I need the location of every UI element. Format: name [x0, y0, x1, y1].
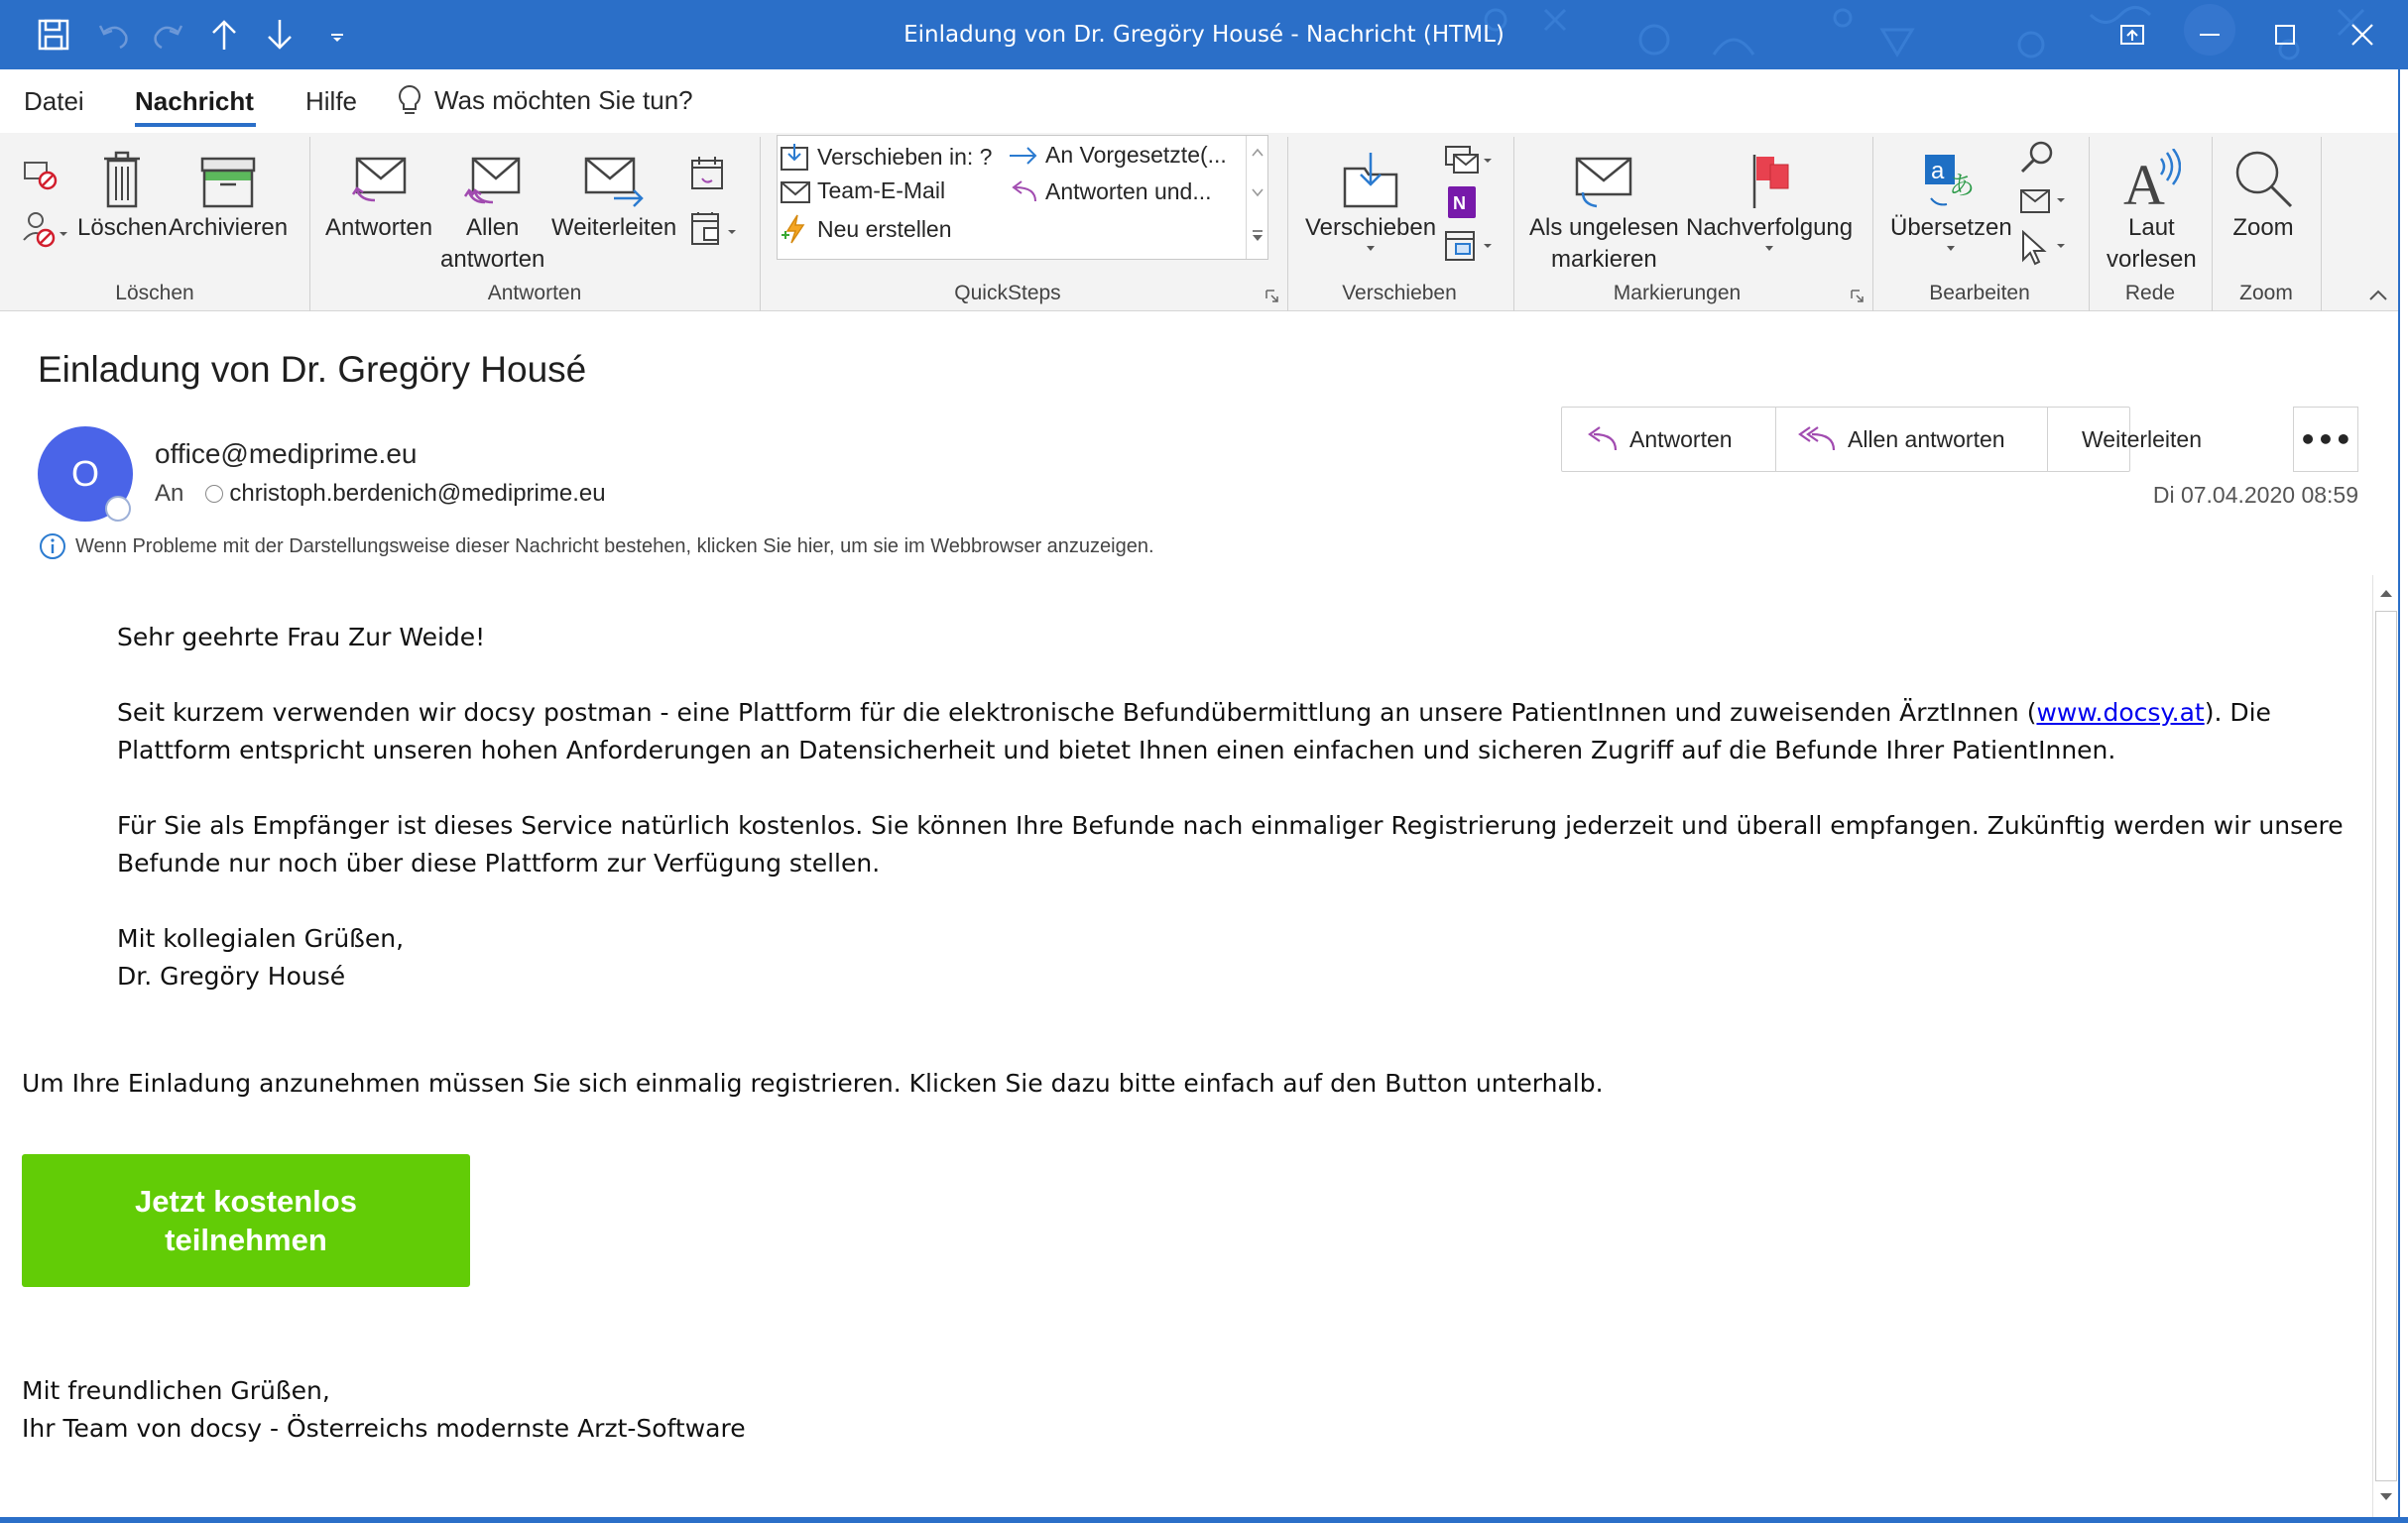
- ribbon-display-options-icon[interactable]: [2095, 0, 2170, 69]
- tab-datei[interactable]: Datei: [24, 86, 84, 116]
- paragraph-2-line-1: Für Sie als Empfänger ist dieses Service natürlich kostenlos. Sie können Ihre Befunde nach einmaliger Registrierung jederzeit und überall empfangen. Zukünftig werden wir unsere: [117, 811, 2344, 840]
- read-aloud-button[interactable]: [2107, 141, 2197, 276]
- window-border-bottom: [0, 1517, 2408, 1523]
- mark-unread-label-2: markieren: [1551, 246, 1657, 273]
- translate-button[interactable]: [1890, 141, 2012, 254]
- delete-button[interactable]: [77, 141, 168, 244]
- group-label-loeschen: Löschen: [115, 282, 194, 304]
- maximize-icon[interactable]: [2247, 0, 2323, 69]
- reply-all-label-2: antworten: [440, 246, 545, 273]
- ribbon-separator: [2321, 137, 2322, 311]
- closing-1: Mit kollegialen Grüßen,: [117, 924, 405, 953]
- rules-icon: [1444, 143, 1494, 178]
- team-email-icon: [780, 178, 811, 204]
- translate-label: Übersetzen: [1890, 214, 2012, 241]
- window-border: [2398, 69, 2408, 1523]
- quickstep-to-manager[interactable]: [1008, 142, 1227, 169]
- quickstep-new[interactable]: [780, 213, 952, 245]
- info-text: Wenn Probleme mit der Darstellungsweise dieser Nachricht bestehen, klicken Sie hier, um sie im Webbrowser anzuzeigen.: [75, 534, 1154, 557]
- lightbulb-icon: [397, 83, 422, 117]
- follow-up-label: Nachverfolgung: [1686, 214, 1854, 241]
- up-arrow-icon[interactable]: [194, 0, 254, 69]
- read-aloud-label-2: vorlesen: [2107, 246, 2197, 273]
- message-actions: [1561, 407, 2203, 472]
- dropdown-arrow-icon: [1365, 244, 1377, 254]
- join-now-label-1: Jetzt kostenlos: [135, 1184, 357, 1219]
- cursor-icon: [2017, 230, 2067, 266]
- ignore-button[interactable]: [22, 155, 60, 192]
- dropdown-arrow-icon: [1945, 244, 1957, 254]
- dialog-launcher-icon[interactable]: [1265, 290, 1279, 303]
- reply-icon: [349, 153, 409, 210]
- tab-nachricht[interactable]: Nachricht: [135, 86, 254, 116]
- reply-all-action-label: Allen antworten: [1848, 425, 2005, 452]
- sent-date: Di 07.04.2020 08:59: [2152, 482, 2358, 508]
- read-aloud-icon: [2121, 149, 2181, 210]
- group-label-markierungen: Markierungen: [1613, 282, 1742, 304]
- svg-text:あ: あ: [1949, 172, 1976, 201]
- read-aloud-label-1: Laut: [2128, 214, 2175, 241]
- down-arrow-icon[interactable]: [250, 0, 309, 69]
- scrollbar-track[interactable]: [2375, 611, 2397, 1481]
- quickstep-label: Neu erstellen: [817, 215, 952, 242]
- collapse-ribbon-icon[interactable]: [2368, 288, 2388, 301]
- archive-button[interactable]: [169, 141, 288, 244]
- reply-delete-icon: [1008, 177, 1039, 205]
- more-respond-button[interactable]: [688, 210, 744, 250]
- search-icon: [2017, 139, 2057, 178]
- customize-icon[interactable]: [307, 0, 367, 69]
- actions-icon: [1444, 228, 1494, 264]
- dialog-launcher-icon[interactable]: [1851, 290, 1865, 303]
- tell-me-text: Was möchten Sie tun?: [434, 84, 693, 115]
- quickstep-label: An Vorgesetzte(...: [1045, 142, 1227, 168]
- ignore-icon: [22, 155, 60, 192]
- zoom-button[interactable]: [2231, 141, 2295, 244]
- quickstep-move-to[interactable]: [780, 142, 992, 172]
- translate-icon: [1921, 151, 1981, 210]
- quickstep-label: Verschieben in: ?: [817, 143, 993, 170]
- to-label: An: [155, 480, 184, 507]
- info-bar[interactable]: [38, 531, 1154, 561]
- svg-text:A: A: [2123, 153, 2166, 210]
- actions-button[interactable]: [1444, 228, 1494, 264]
- forward-icon: [582, 153, 646, 210]
- junk-icon: [22, 210, 71, 250]
- find-button[interactable]: [2017, 139, 2057, 178]
- select-button[interactable]: [2017, 230, 2067, 266]
- info-icon: [38, 531, 67, 561]
- forward-action-label: Weiterleiten: [2082, 425, 2203, 452]
- save-icon[interactable]: [24, 0, 83, 69]
- forward-action-button[interactable]: [2048, 408, 2203, 471]
- quicksteps-gallery: [777, 135, 1268, 260]
- signature-2: Ihr Team von docsy - Österreichs modernste Arzt-Software: [22, 1414, 746, 1443]
- move-button[interactable]: [1305, 141, 1436, 254]
- onenote-button[interactable]: [1444, 184, 1480, 220]
- recipient-address[interactable]: christoph.berdenich@mediprime.eu: [229, 480, 606, 507]
- zoom-label: Zoom: [2232, 214, 2294, 241]
- greeting: Sehr geehrte Frau Zur Weide!: [117, 623, 486, 651]
- reply-all-icon: [463, 153, 523, 210]
- group-label-zoom: Zoom: [2239, 282, 2293, 304]
- group-label-bearbeiten: Bearbeiten: [1929, 282, 2030, 304]
- meeting-icon: [688, 155, 726, 192]
- quicksteps-scroll[interactable]: [1246, 136, 1267, 259]
- active-tab-indicator: [135, 123, 256, 127]
- undo-icon[interactable]: [83, 0, 143, 69]
- paragraph-1-text-b: ). Die: [2204, 698, 2271, 727]
- reply-icon: [1584, 424, 1618, 454]
- window-title: Einladung von Dr. Gregöry Housé - Nachricht (HTML): [903, 22, 1505, 48]
- paragraph-2-line-2: Befunde nur noch über diese Plattform zur Verfügung stellen.: [117, 849, 881, 878]
- svg-text:a: a: [1931, 158, 1945, 184]
- reply-all-label-1: Allen: [466, 214, 520, 241]
- more-respond-icon: [688, 210, 744, 250]
- related-icon: [2017, 184, 2067, 220]
- scroll-down-icon[interactable]: [2378, 1489, 2394, 1505]
- gallery-expand-icon[interactable]: [1252, 229, 1264, 243]
- minimize-icon[interactable]: [2172, 0, 2247, 69]
- paragraph-1-text-a: Seit kurzem verwenden wir docsy postman - eine Plattform für die elektronische Befundübermittlung an unsere PatientInnen und zuweisenden ÄrztInnen (: [117, 698, 2037, 727]
- mark-unread-button[interactable]: [1529, 141, 1679, 276]
- related-button[interactable]: [2017, 184, 2067, 220]
- more-actions-button[interactable]: •••: [2293, 407, 2358, 472]
- paragraph-1: [117, 694, 2271, 732]
- move-folder-icon: [1341, 151, 1400, 210]
- menu-bar: [0, 69, 2408, 133]
- close-icon[interactable]: [2325, 0, 2400, 69]
- vertical-scrollbar[interactable]: [2372, 575, 2398, 1517]
- mark-unread-label-1: Als ungelesen: [1529, 214, 1679, 241]
- paragraph-1-line-2: Plattform entspricht unseren hohen Anforderungen an Datensicherheit und bietet Ihnen einen einfachen und sicheren Zugriff auf die Befunde Ihrer PatientInnen.: [117, 736, 2116, 764]
- follow-up-button[interactable]: [1686, 141, 1853, 254]
- delete-label: Löschen: [77, 214, 168, 241]
- recipient-presence-icon: [205, 485, 223, 503]
- chevron-up-icon[interactable]: [1252, 148, 1264, 158]
- join-now-button[interactable]: [22, 1154, 470, 1287]
- mark-unread-icon: [1571, 153, 1636, 210]
- onenote-icon: [1444, 184, 1480, 220]
- zoom-icon: [2231, 147, 2295, 210]
- reply-label: Antworten: [325, 214, 433, 241]
- redo-icon[interactable]: [139, 0, 198, 69]
- forward-label: Weiterleiten: [551, 214, 677, 241]
- sender-address[interactable]: office@mediprime.eu: [155, 438, 418, 469]
- ribbon: [0, 133, 2408, 311]
- lightning-icon: [780, 213, 811, 245]
- archive-icon: [198, 155, 258, 210]
- signature-1: Dr. Gregöry Housé: [117, 962, 346, 991]
- message-body: [0, 575, 2372, 1517]
- presence-status-icon: [105, 496, 131, 522]
- flag-icon: [1746, 151, 1792, 210]
- group-label-rede: Rede: [2124, 282, 2176, 304]
- reply-action-label: Antworten: [1629, 425, 1733, 452]
- closing-2: Mit freundlichen Grüßen,: [22, 1376, 330, 1405]
- quickstep-label: Antworten und...: [1045, 177, 1212, 204]
- group-label-verschieben: Verschieben: [1342, 282, 1457, 304]
- reply-button[interactable]: [325, 141, 432, 244]
- reply-all-action-button[interactable]: [1776, 408, 2048, 471]
- trash-icon: [100, 149, 144, 210]
- scroll-up-icon[interactable]: [2378, 585, 2394, 601]
- reply-action-button[interactable]: [1562, 408, 1776, 471]
- message-subject: Einladung von Dr. Gregöry Housé: [38, 349, 587, 390]
- tab-hilfe[interactable]: Hilfe: [305, 86, 358, 116]
- to-manager-icon: [1008, 144, 1039, 168]
- move-to-folder-icon: [780, 142, 811, 172]
- group-label-antworten: Antworten: [487, 282, 582, 304]
- rules-button[interactable]: [1444, 143, 1494, 178]
- dropdown-arrow-icon: [1763, 244, 1775, 254]
- archive-label: Archivieren: [169, 214, 289, 241]
- svg-text:N: N: [1453, 193, 1466, 213]
- reply-all-icon: [1798, 424, 1836, 454]
- title-bar: [0, 0, 2408, 69]
- group-label-quicksteps: QuickSteps: [954, 282, 1061, 304]
- avatar[interactable]: O: [38, 426, 133, 522]
- join-now-label-2: teilnehmen: [165, 1223, 327, 1257]
- tell-me-search[interactable]: [397, 83, 693, 117]
- quickstep-team-email[interactable]: [780, 177, 945, 204]
- junk-button[interactable]: [22, 210, 71, 250]
- move-label: Verschieben: [1305, 214, 1437, 241]
- forward-button[interactable]: [551, 141, 676, 244]
- chevron-down-icon[interactable]: [1252, 187, 1264, 197]
- meeting-button[interactable]: [688, 155, 726, 192]
- reply-all-button[interactable]: [440, 141, 544, 276]
- quickstep-label: Team-E-Mail: [817, 177, 946, 203]
- docsy-link[interactable]: www.docsy.at: [2036, 698, 2205, 727]
- recipient-row: [155, 480, 606, 508]
- invite-text: Um Ihre Einladung anzunehmen müssen Sie sich einmalig registrieren. Klicken Sie dazu bitte einfach auf den Button unterhalb.: [22, 1069, 1604, 1098]
- quickstep-reply-delete[interactable]: [1008, 177, 1212, 205]
